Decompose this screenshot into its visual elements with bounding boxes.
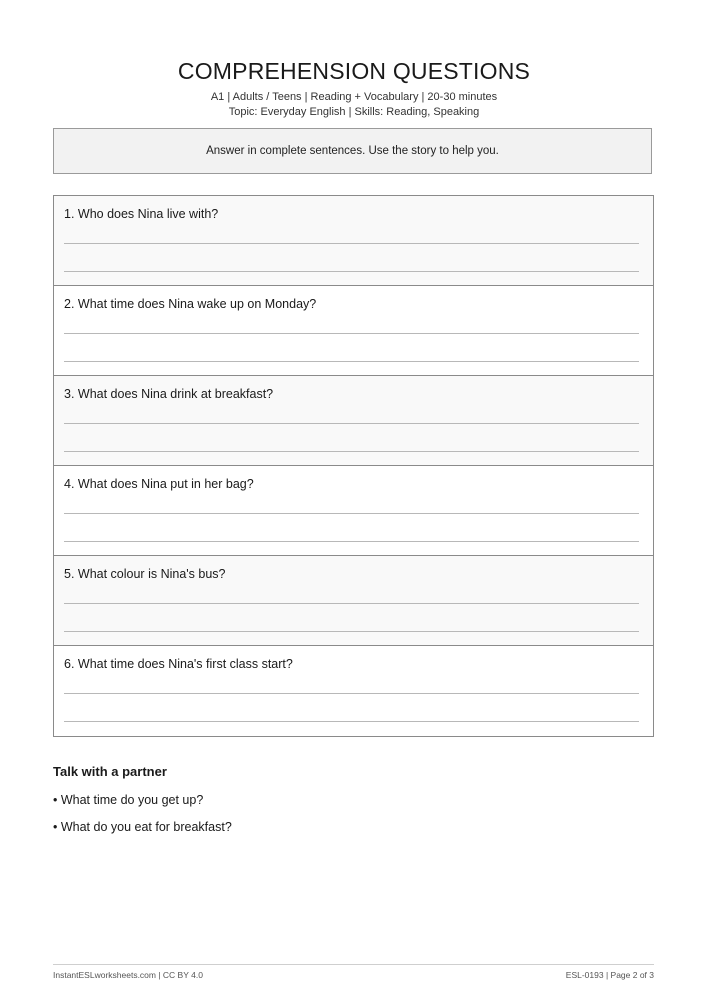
- question-text: 6. What time does Nina's first class start?: [64, 657, 293, 671]
- answer-line[interactable]: [64, 721, 639, 722]
- answer-line[interactable]: [64, 423, 639, 424]
- footer-divider: [53, 964, 654, 965]
- answer-line[interactable]: [64, 693, 639, 694]
- talk-item: • What time do you get up?: [53, 793, 204, 807]
- question-row: [54, 286, 653, 376]
- answer-line[interactable]: [64, 243, 639, 244]
- question-text: 3. What does Nina drink at breakfast?: [64, 387, 274, 401]
- question-text: 2. What time does Nina wake up on Monday?: [64, 297, 317, 311]
- answer-line[interactable]: [64, 603, 639, 604]
- footer-page-number: ESL-0193 | Page 2 of 3: [565, 970, 654, 980]
- answer-line[interactable]: [64, 361, 639, 362]
- question-text: 5. What colour is Nina's bus?: [64, 567, 226, 581]
- answer-line[interactable]: [64, 451, 639, 452]
- questions-table: [53, 195, 654, 737]
- talk-item: • What do you eat for breakfast?: [53, 820, 232, 834]
- answer-line[interactable]: [64, 513, 639, 514]
- answer-line[interactable]: [64, 271, 639, 272]
- instructions-box: [53, 128, 652, 174]
- footer-source: InstantESLworksheets.com | CC BY 4.0: [53, 970, 203, 980]
- instructions-text: Answer in complete sentences. Use the story to help you.: [206, 145, 499, 157]
- question-row: [54, 376, 653, 466]
- question-row: [54, 556, 653, 646]
- answer-line[interactable]: [64, 631, 639, 632]
- topic-meta: Topic: Everyday English | Skills: Reading, Speaking: [228, 106, 480, 118]
- question-row: [54, 196, 653, 286]
- question-row: [54, 466, 653, 556]
- page-title: COMPREHENSION QUESTIONS: [177, 58, 531, 84]
- level-meta: A1 | Adults / Teens | Reading + Vocabulary | 20-30 minutes: [210, 91, 498, 103]
- question-row: [54, 646, 653, 736]
- talk-heading: Talk with a partner: [53, 764, 167, 779]
- answer-line[interactable]: [64, 541, 639, 542]
- question-text: 4. What does Nina put in her bag?: [64, 477, 254, 491]
- question-text: 1. Who does Nina live with?: [64, 207, 219, 221]
- answer-line[interactable]: [64, 333, 639, 334]
